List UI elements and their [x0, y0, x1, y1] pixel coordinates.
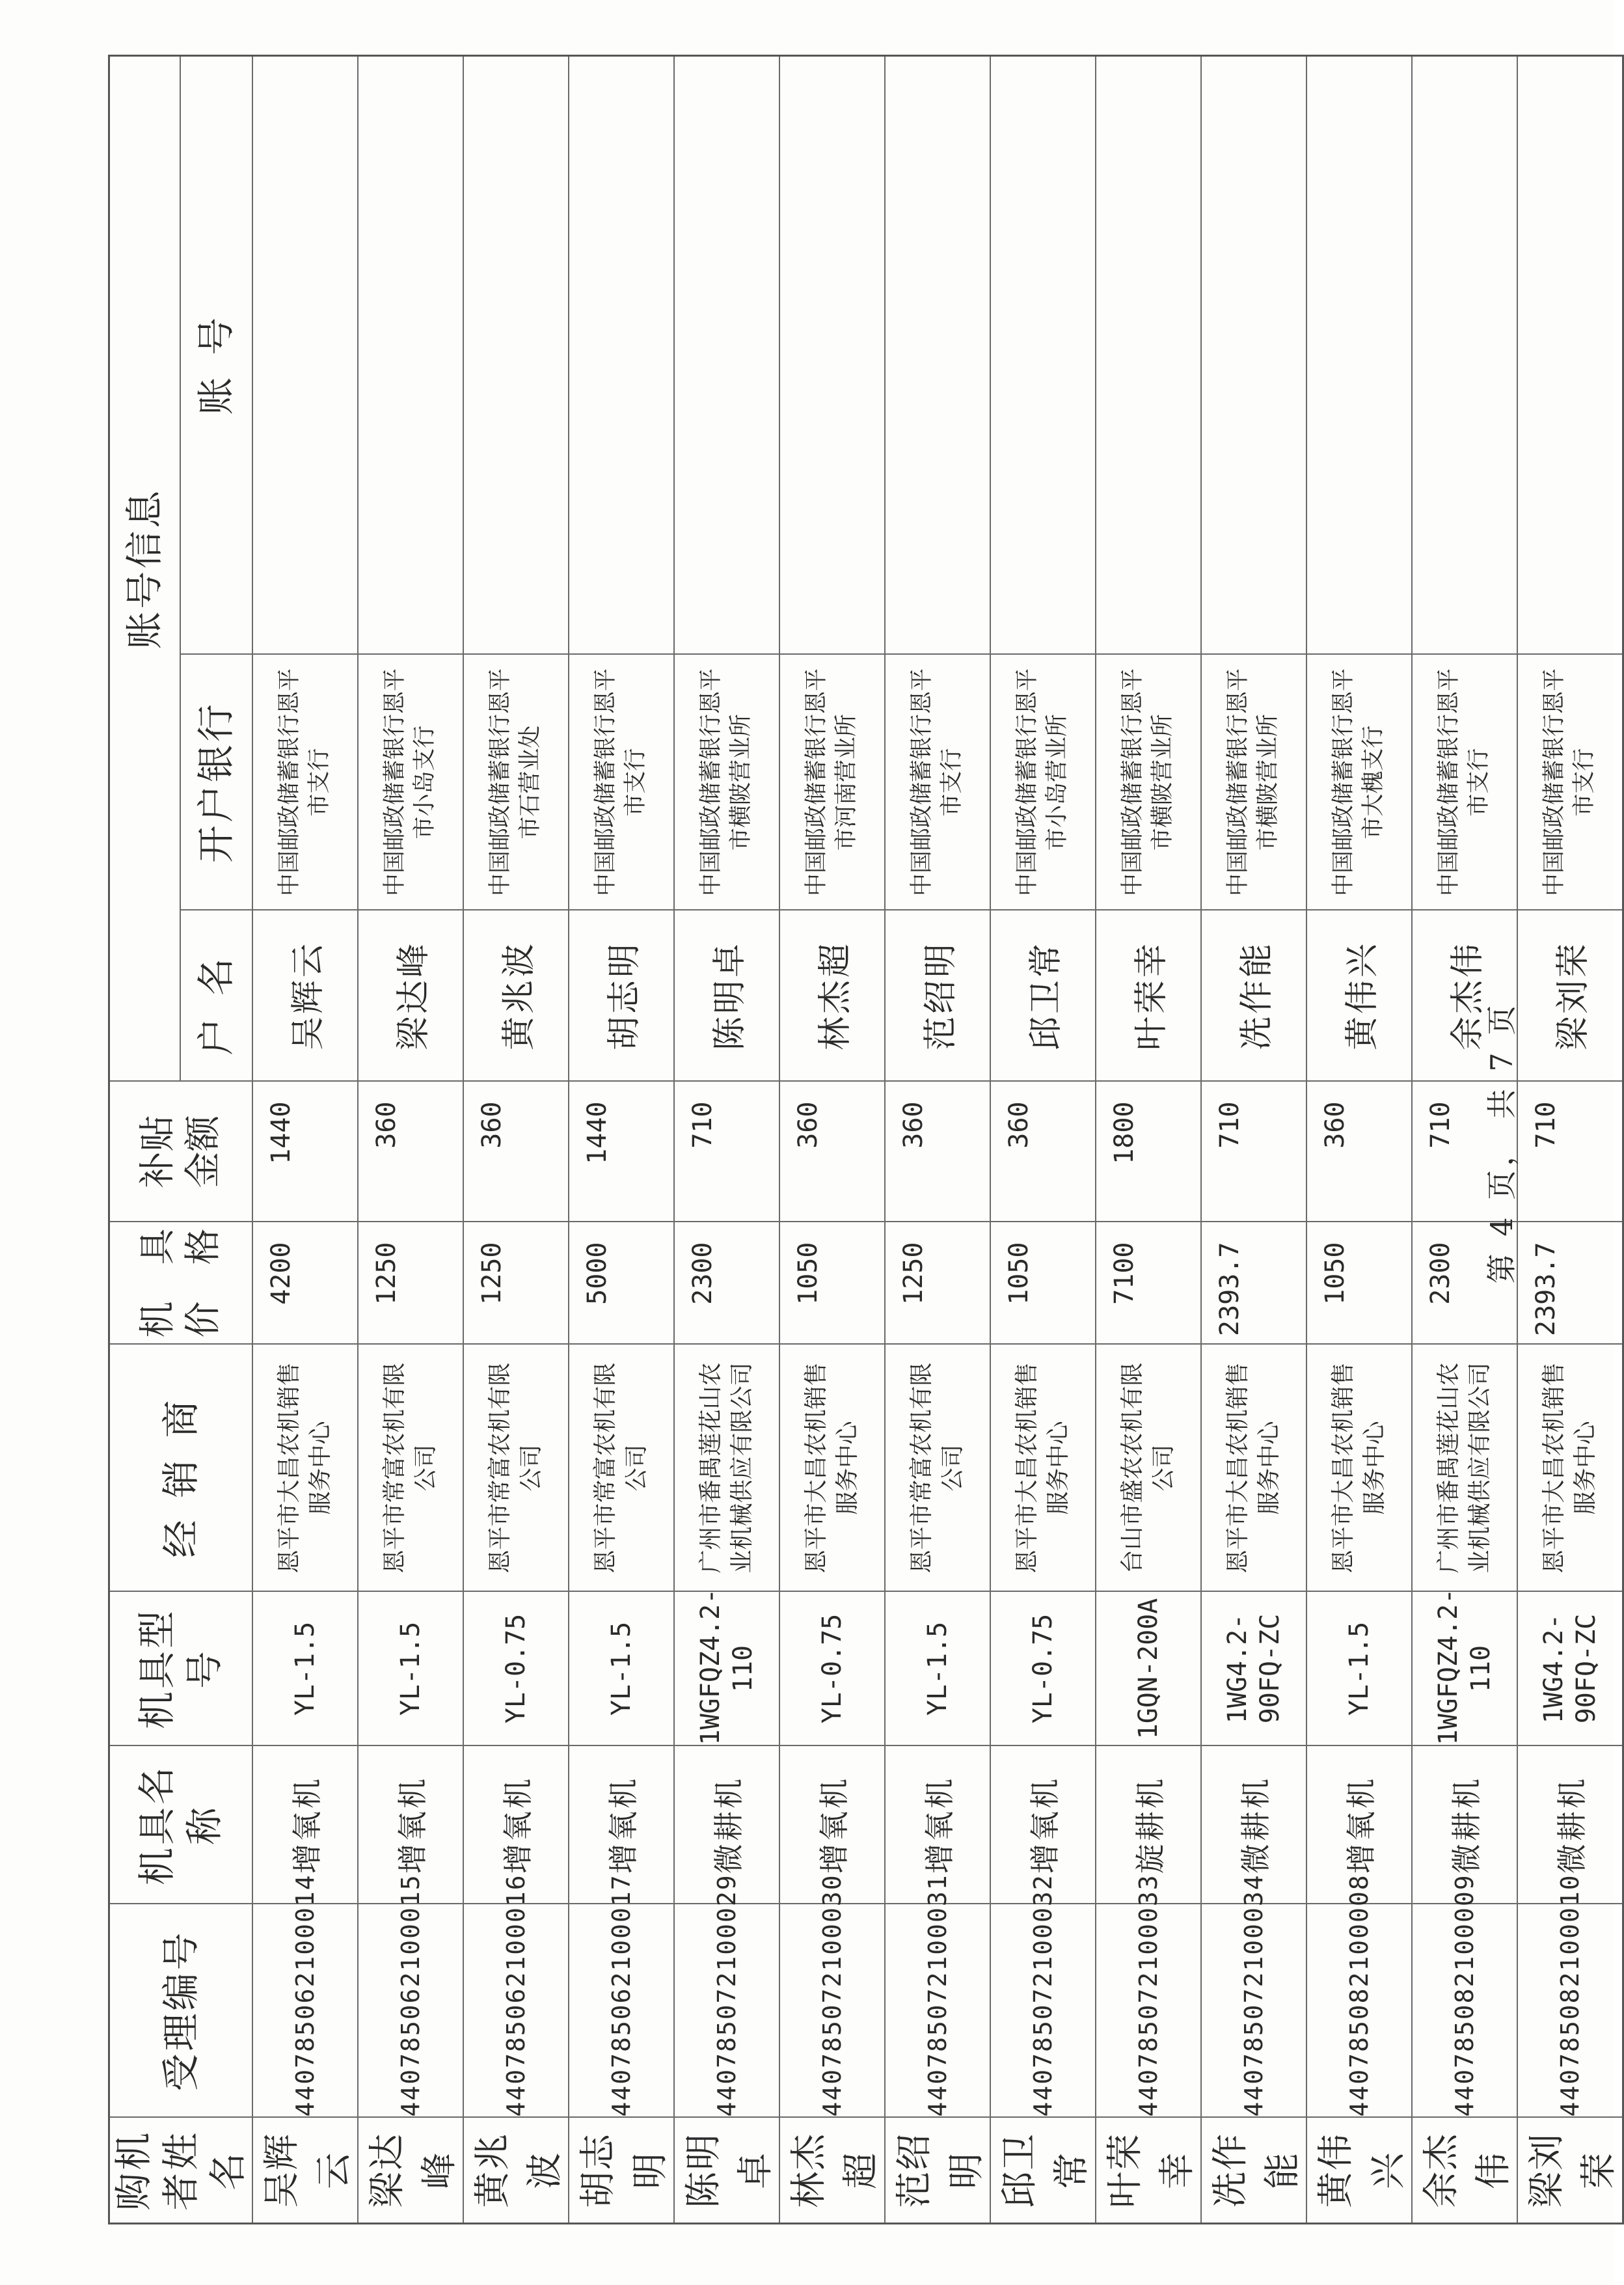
model-cell: 1WGFQZ4.2-110 [1412, 1592, 1517, 1746]
table-row [779, 55, 885, 2223]
subsidy-cell: 710 [1517, 1082, 1623, 1222]
account-no-cell [990, 55, 1096, 654]
machine-name-cell: 增氧机 [885, 1746, 990, 1904]
machine-name-cell: 微耕机 [1412, 1746, 1517, 1904]
dealer-cell: 恩平市常富农机有限公司 [885, 1345, 990, 1592]
accept-no-cell: 440785072100034 [1201, 1904, 1306, 2118]
account-holder-cell: 吴辉云 [252, 910, 358, 1082]
header-account-no [180, 55, 252, 654]
bank-cell: 中国邮政储蓄银行恩平市横陂营业所 [674, 655, 779, 910]
table-row [1201, 55, 1306, 2223]
subsidy-cell: 360 [990, 1082, 1096, 1222]
account-holder-cell: 梁达峰 [358, 910, 463, 1082]
table-body [252, 55, 1623, 2223]
account-holder-cell: 邱卫常 [990, 910, 1096, 1082]
account-no-cell [569, 55, 674, 654]
account-no-cell [1306, 55, 1412, 654]
accept-no-cell: 440785072100033 [1096, 1904, 1201, 2118]
model-cell: 1GQN-200A [1096, 1592, 1201, 1746]
bank-cell: 中国邮政储蓄银行恩平市横陂营业所 [1201, 655, 1306, 910]
machine-name-cell: 微耕机 [674, 1746, 779, 1904]
price-cell: 2300 [1412, 1222, 1517, 1345]
model-cell: 1WGFQZ4.2-110 [674, 1592, 779, 1746]
account-no-cell [1096, 55, 1201, 654]
accept-no-cell: 440785082100008 [1306, 1904, 1412, 2118]
price-cell: 2393.7 [1517, 1222, 1623, 1345]
price-cell: 1050 [990, 1222, 1096, 1345]
price-cell: 1250 [885, 1222, 990, 1345]
buyer-name-cell: 叶荣幸 [1096, 2118, 1201, 2224]
accept-no-cell: 440785072100030 [779, 1904, 885, 2118]
accept-no-cell: 440785082100010 [1517, 1904, 1623, 2118]
bank-cell: 中国邮政储蓄银行恩平市小岛支行 [358, 655, 463, 910]
buyer-name-cell: 余杰伟 [1412, 2118, 1517, 2224]
account-no-cell [1517, 55, 1623, 654]
model-cell: YL-1.5 [569, 1592, 674, 1746]
account-holder-cell: 陈明卓 [674, 910, 779, 1082]
machine-name-cell: 增氧机 [463, 1746, 569, 1904]
machine-name-cell: 增氧机 [779, 1746, 885, 1904]
bank-cell: 中国邮政储蓄银行恩平市支行 [1412, 655, 1517, 910]
price-cell: 1050 [779, 1222, 885, 1345]
accept-no-cell: 440785062100017 [569, 1904, 674, 2118]
model-cell: YL-1.5 [252, 1592, 358, 1746]
subsidy-cell: 710 [674, 1082, 779, 1222]
dealer-cell: 恩平市大昌农机销售服务中心 [1306, 1345, 1412, 1592]
header-dealer-label: 经销商 [158, 1378, 203, 1558]
model-cell: YL-0.75 [990, 1592, 1096, 1746]
bank-cell: 中国邮政储蓄银行恩平市河南营业所 [779, 655, 885, 910]
dealer-cell: 恩平市常富农机有限公司 [463, 1345, 569, 1592]
header-account-holder [180, 910, 252, 1082]
accept-no-cell: 440785072100029 [674, 1904, 779, 2118]
table-row [569, 55, 674, 2223]
table-row [885, 55, 990, 2223]
bank-cell: 中国邮政储蓄银行恩平市支行 [885, 655, 990, 910]
dealer-cell: 广州市番禺莲花山农业机械供应有限公司 [674, 1345, 779, 1592]
price-cell: 5000 [569, 1222, 674, 1345]
accept-no-cell: 440785072100031 [885, 1904, 990, 2118]
price-cell: 1250 [463, 1222, 569, 1345]
subsidy-cell: 710 [1412, 1082, 1517, 1222]
account-holder-cell: 梁刘荣 [1517, 910, 1623, 1082]
table-row [990, 55, 1096, 2223]
dealer-cell: 恩平市大昌农机销售服务中心 [779, 1345, 885, 1592]
buyer-name-cell: 范绍明 [885, 2118, 990, 2224]
buyer-name-cell: 黄兆波 [463, 2118, 569, 2224]
bank-cell: 中国邮政储蓄银行恩平市横陂营业所 [1096, 655, 1201, 910]
model-cell: YL-1.5 [885, 1592, 990, 1746]
model-cell: 1WG4.2-90FQ-ZC [1201, 1592, 1306, 1746]
bank-cell: 中国邮政储蓄银行恩平市大槐支行 [1306, 655, 1412, 910]
accept-no-cell: 440785072100032 [990, 1904, 1096, 2118]
buyer-name-cell: 梁达峰 [358, 2118, 463, 2224]
dealer-cell: 恩平市大昌农机销售服务中心 [1201, 1345, 1306, 1592]
subsidy-cell: 1800 [1096, 1082, 1201, 1222]
table-row [674, 55, 779, 2223]
model-cell: YL-1.5 [358, 1592, 463, 1746]
machine-name-cell: 微耕机 [1201, 1746, 1306, 1904]
table-row [1096, 55, 1201, 2223]
subsidy-table [108, 55, 1624, 2224]
subsidy-cell: 360 [779, 1082, 885, 1222]
subsidy-cell: 360 [1306, 1082, 1412, 1222]
header-bank: 开户银行 [180, 655, 252, 910]
header-account-holder-label: 户名 [193, 936, 238, 1056]
buyer-name-cell: 陈明卓 [674, 2118, 779, 2224]
price-cell: 2393.7 [1201, 1222, 1306, 1345]
bank-cell: 中国邮政储蓄银行恩平市石营业处 [463, 655, 569, 910]
header-model: 机具型号 [109, 1592, 252, 1746]
machine-name-cell: 增氧机 [358, 1746, 463, 1904]
dealer-cell: 广州市番禺莲花山农业机械供应有限公司 [1412, 1345, 1517, 1592]
dealer-cell: 恩平市大昌农机销售服务中心 [1517, 1345, 1623, 1592]
account-holder-cell: 林杰超 [779, 910, 885, 1082]
buyer-name-cell: 梁刘荣 [1517, 2118, 1623, 2224]
model-cell: YL-0.75 [779, 1592, 885, 1746]
bank-cell: 中国邮政储蓄银行恩平市支行 [252, 655, 358, 910]
buyer-name-cell: 胡志明 [569, 2118, 674, 2224]
accept-no-cell: 440785062100014 [252, 1904, 358, 2118]
dealer-cell: 恩平市常富农机有限公司 [569, 1345, 674, 1592]
machine-name-cell: 增氧机 [1306, 1746, 1412, 1904]
account-holder-cell: 余杰伟 [1412, 910, 1517, 1082]
page-number: 第 4 页， 共 7 页 [1484, 1001, 1519, 1284]
account-no-cell [779, 55, 885, 654]
dealer-cell: 恩平市大昌农机销售服务中心 [990, 1345, 1096, 1592]
header-price: 机 具价 格 [109, 1222, 252, 1345]
subsidy-cell: 710 [1201, 1082, 1306, 1222]
model-cell: YL-1.5 [1306, 1592, 1412, 1746]
price-cell: 4200 [252, 1222, 358, 1345]
buyer-name-cell: 吴辉云 [252, 2118, 358, 2224]
machine-name-cell: 增氧机 [990, 1746, 1096, 1904]
price-cell: 2300 [674, 1222, 779, 1345]
table-row [1517, 55, 1623, 2223]
buyer-name-cell: 冼作能 [1201, 2118, 1306, 2224]
buyer-name-cell: 黄伟兴 [1306, 2118, 1412, 2224]
table-row [463, 55, 569, 2223]
account-holder-cell: 范绍明 [885, 910, 990, 1082]
account-no-cell [252, 55, 358, 654]
accept-no-cell: 440785082100009 [1412, 1904, 1517, 2118]
machine-name-cell: 旋耕机 [1096, 1746, 1201, 1904]
bank-cell: 中国邮政储蓄银行恩平市小岛营业所 [990, 655, 1096, 910]
account-holder-cell: 冼作能 [1201, 910, 1306, 1082]
bank-cell: 中国邮政储蓄银行恩平市支行 [1517, 655, 1623, 910]
accept-no-cell: 440785062100015 [358, 1904, 463, 2118]
price-cell: 1250 [358, 1222, 463, 1345]
machine-name-cell: 微耕机 [1517, 1746, 1623, 1904]
header-machine-name: 机具名称 [109, 1746, 252, 1904]
header-buyer-name: 购机者姓 名 [109, 2118, 252, 2224]
account-no-cell [1201, 55, 1306, 654]
account-holder-cell: 黄兆波 [463, 910, 569, 1082]
account-no-cell [885, 55, 990, 654]
subsidy-cell: 1440 [252, 1082, 358, 1222]
model-cell: YL-0.75 [463, 1592, 569, 1746]
account-no-cell [463, 55, 569, 654]
buyer-name-cell: 邱卫常 [990, 2118, 1096, 2224]
subsidy-cell: 360 [358, 1082, 463, 1222]
subsidy-cell: 360 [885, 1082, 990, 1222]
account-no-cell [358, 55, 463, 654]
accept-no-cell: 440785062100016 [463, 1904, 569, 2118]
table-row [1306, 55, 1412, 2223]
dealer-cell: 台山市盛农农机有限公司 [1096, 1345, 1201, 1592]
header-subsidy: 补贴金额 [109, 1082, 252, 1222]
account-holder-cell: 胡志明 [569, 910, 674, 1082]
bank-cell: 中国邮政储蓄银行恩平市支行 [569, 655, 674, 910]
machine-name-cell: 增氧机 [569, 1746, 674, 1904]
header-account-info: 账号信息 [109, 55, 180, 1081]
table-row [252, 55, 358, 2223]
account-no-cell [674, 55, 779, 654]
price-cell: 7100 [1096, 1222, 1201, 1345]
account-holder-cell: 叶荣幸 [1096, 910, 1201, 1082]
header-account-no-label: 账号 [193, 295, 238, 415]
account-holder-cell: 黄伟兴 [1306, 910, 1412, 1082]
subsidy-cell: 360 [463, 1082, 569, 1222]
model-cell: 1WG4.2-90FQ-ZC [1517, 1592, 1623, 1746]
dealer-cell: 恩平市大昌农机销售服务中心 [252, 1345, 358, 1592]
price-cell: 1050 [1306, 1222, 1412, 1345]
header-row-1 [109, 55, 180, 2223]
buyer-name-cell: 林杰超 [779, 2118, 885, 2224]
table-row [358, 55, 463, 2223]
subsidy-cell: 1440 [569, 1082, 674, 1222]
header-accept-no: 受理编号 [109, 1904, 252, 2118]
dealer-cell: 恩平市常富农机有限公司 [358, 1345, 463, 1592]
machine-name-cell: 增氧机 [252, 1746, 358, 1904]
header-dealer [109, 1345, 252, 1592]
